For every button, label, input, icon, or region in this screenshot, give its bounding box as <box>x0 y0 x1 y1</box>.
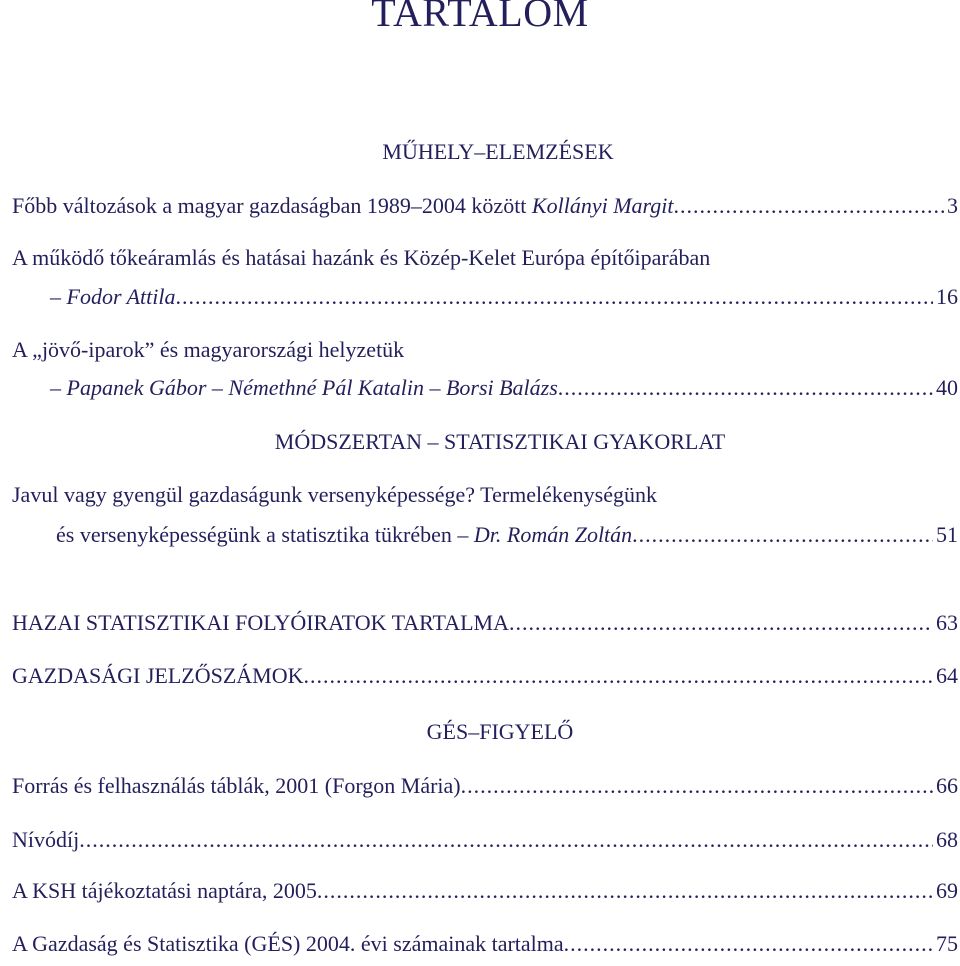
toc-entry-5[interactable] <box>12 609 958 637</box>
entry-title: A Gazdaság és Statisztika (GÉS) 2004. évi számainak tartalma <box>12 931 564 956</box>
page-number: 3 <box>947 193 958 218</box>
dot-leader <box>176 283 934 311</box>
toc-entry-9[interactable] <box>12 877 958 905</box>
dot-leader <box>79 826 933 854</box>
entry-title: Főbb változások a magyar gazdaságban 1989–2004 között <box>12 193 527 218</box>
page-number: 64 <box>936 663 958 688</box>
entry-author: – Fodor Attila <box>50 284 176 309</box>
section-heading-modszertan: MÓDSZERTAN – STATISZTIKAI GYAKORLAT <box>274 429 726 454</box>
entry-title: Nívódíj <box>12 827 80 852</box>
toc-entry-2[interactable] <box>50 283 958 311</box>
dot-leader <box>564 930 933 958</box>
dot-leader <box>632 521 933 549</box>
dot-leader <box>509 609 933 637</box>
entry-title: A KSH tájékoztatási naptára, 2005 <box>12 878 317 903</box>
entry-title: Forrás és felhasználás táblák, 2001 (Forgon Mária) <box>12 773 461 798</box>
page-number: 75 <box>936 931 958 956</box>
page-number: 16 <box>936 284 958 309</box>
entry-author: – Papanek Gábor – Némethné Pál Katalin – Borsi Balázs <box>50 375 558 400</box>
page-number: 69 <box>936 878 958 903</box>
entry-title: GAZDASÁGI JELZŐSZÁMOK <box>12 663 304 688</box>
toc-entry-1[interactable] <box>12 192 958 220</box>
toc-entry-3-title: A „jövő-iparok” és magyarországi helyzetük <box>12 337 405 362</box>
section-heading-muhely: MŰHELY–ELEMZÉSEK <box>382 139 614 164</box>
page-number: 68 <box>936 827 958 852</box>
dot-leader <box>674 192 945 220</box>
toc-entry-3[interactable] <box>50 374 958 402</box>
dot-leader <box>304 662 934 690</box>
toc-entry-8[interactable] <box>12 826 958 854</box>
toc-entry-2-title: A működő tőkeáramlás és hatásai hazánk és Közép-Kelet Európa építőiparában <box>12 245 711 270</box>
dot-leader <box>317 877 933 905</box>
entry-title: HAZAI STATISZTIKAI FOLYÓIRATOK TARTALMA <box>12 610 509 635</box>
entry-author: Kollányi Margit <box>526 193 674 218</box>
page-number: 66 <box>936 773 958 798</box>
section-heading-ges: GÉS–FIGYELŐ <box>426 719 574 744</box>
page-title: TARTALOM <box>371 0 589 35</box>
page-number: 51 <box>936 522 958 547</box>
toc-entry-10[interactable] <box>12 930 958 958</box>
dot-leader <box>558 374 933 402</box>
page-number: 40 <box>936 375 958 400</box>
toc-entry-4[interactable] <box>56 521 958 549</box>
toc-entry-7[interactable] <box>12 772 958 800</box>
page-number: 63 <box>936 610 958 635</box>
dot-leader <box>461 772 933 800</box>
entry-author: Dr. Román Zoltán <box>473 522 633 547</box>
entry-title-continued: és versenyképességünk a statisztika tükrében – <box>56 522 474 547</box>
toc-entry-4-title: Javul vagy gyengül gazdaságunk versenyképessége? Termelékenységünk <box>12 482 658 507</box>
toc-entry-6[interactable] <box>12 662 958 690</box>
